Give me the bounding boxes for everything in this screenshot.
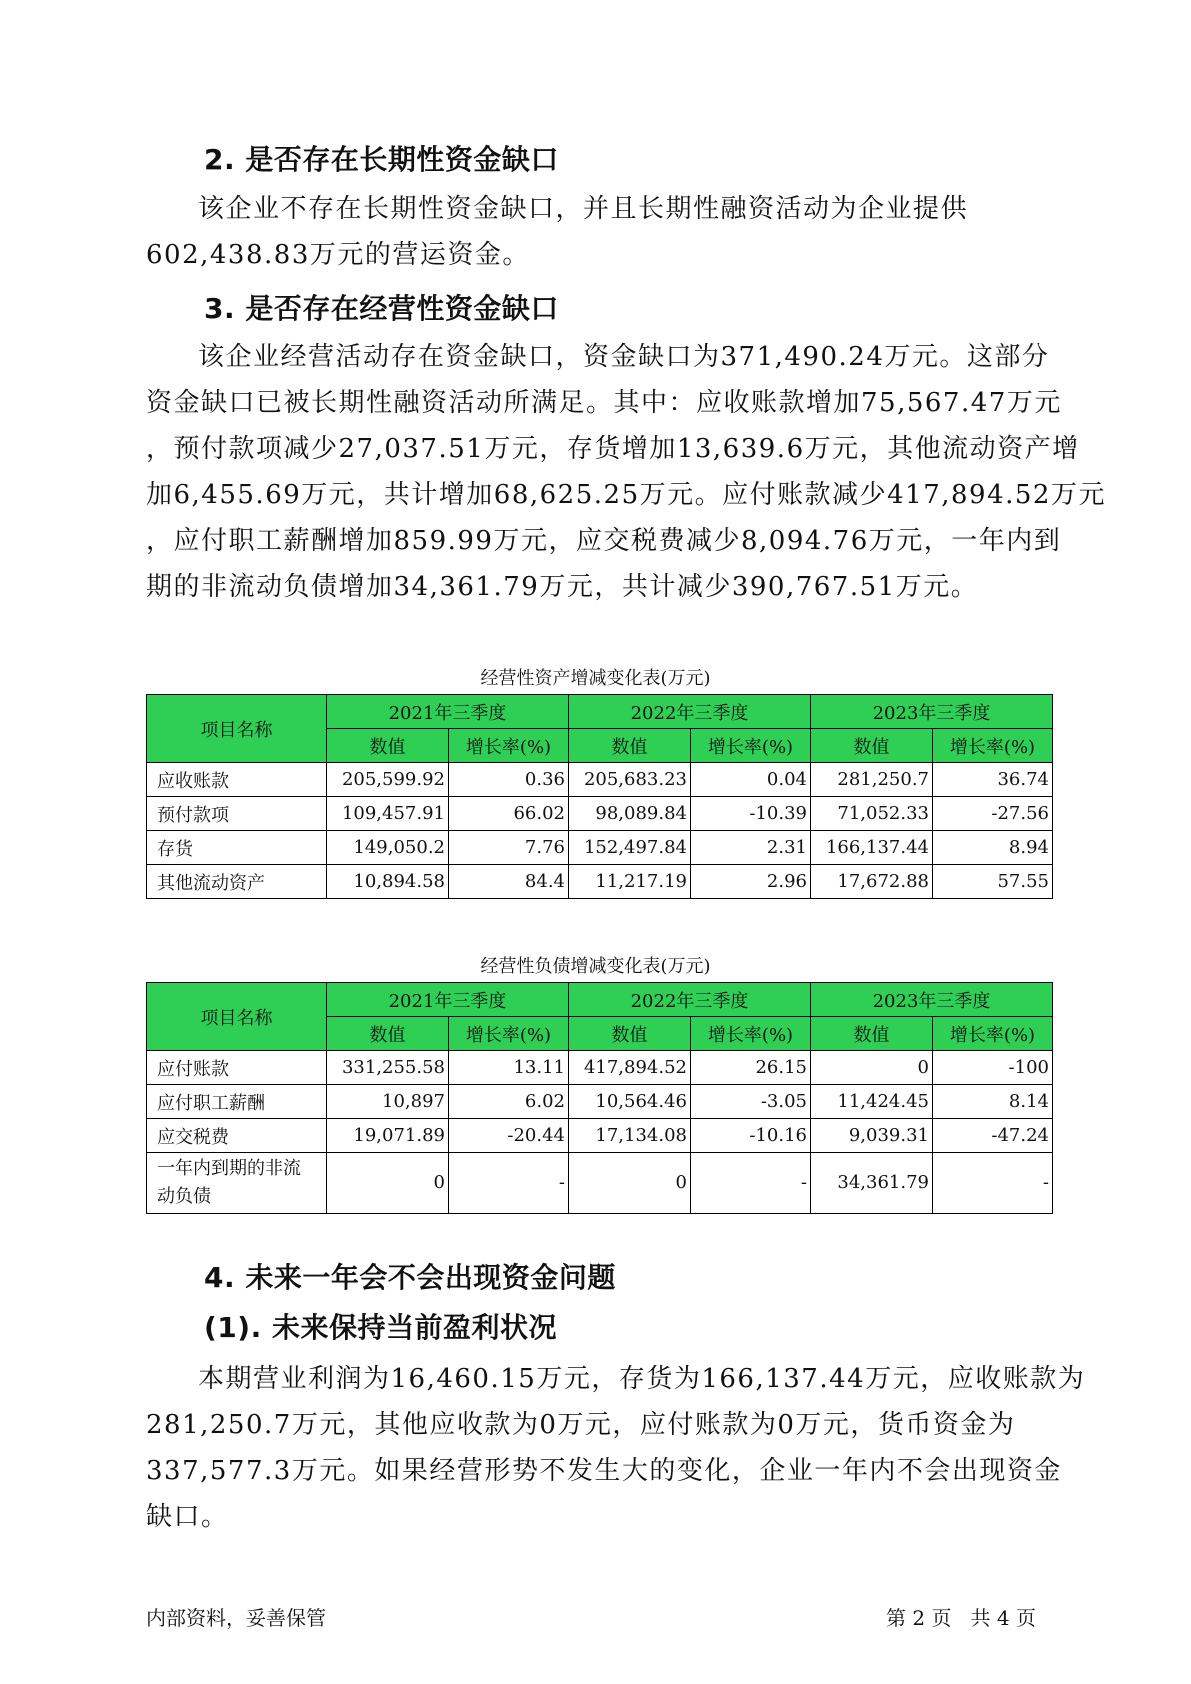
paragraph-line: ，预付款项减少27,037.51万元，存货增加13,639.6万元，其他流动资产增 bbox=[146, 434, 1080, 464]
cell: 0.36 bbox=[449, 763, 569, 797]
row-name: 其他流动资产 bbox=[147, 865, 327, 899]
section-3-heading: 3. 是否存在经营性资金缺口 bbox=[204, 292, 559, 325]
paragraph-line: 该企业经营活动存在资金缺口，资金缺口为371,490.24万元。这部分 bbox=[198, 342, 1050, 372]
cell: 11,424.45 bbox=[811, 1085, 933, 1119]
cell: 0 bbox=[811, 1051, 933, 1085]
cell: 10,894.58 bbox=[327, 865, 449, 899]
table-row bbox=[147, 1119, 1053, 1153]
cell: 152,497.84 bbox=[569, 831, 691, 865]
row-name: 预付款项 bbox=[147, 797, 327, 831]
cell: 57.55 bbox=[933, 865, 1053, 899]
table1-sub-header: 增长率(%) bbox=[691, 729, 811, 763]
cell: 417,894.52 bbox=[569, 1051, 691, 1085]
cell: 66.02 bbox=[449, 797, 569, 831]
cell: 13.11 bbox=[449, 1051, 569, 1085]
table2-caption: 经营性负债增减变化表(万元) bbox=[480, 956, 711, 977]
table1-sub-header: 增长率(%) bbox=[933, 729, 1053, 763]
cell: 166,137.44 bbox=[811, 831, 933, 865]
paragraph-line: 加6,455.69万元，共计增加68,625.25万元。应付账款减少417,894.52万元 bbox=[146, 480, 1106, 510]
row-name: 应付账款 bbox=[147, 1051, 327, 1085]
cell: -3.05 bbox=[691, 1085, 811, 1119]
table1-sub-header: 数值 bbox=[569, 729, 691, 763]
row-name: 应交税费 bbox=[147, 1119, 327, 1153]
paragraph-line: 缺口。 bbox=[146, 1502, 229, 1532]
cell: 2.31 bbox=[691, 831, 811, 865]
paragraph-line: 该企业不存在长期性资金缺口，并且长期性融资活动为企业提供 bbox=[198, 194, 969, 224]
table-row bbox=[147, 1153, 1053, 1214]
paragraph-line: 281,250.7万元，其他应收款为0万元，应付账款为0万元，货币资金为 bbox=[146, 1410, 1016, 1440]
cell: 205,599.92 bbox=[327, 763, 449, 797]
cell: - bbox=[449, 1153, 569, 1214]
table-row bbox=[147, 1085, 1053, 1119]
table2-sub-header: 数值 bbox=[811, 1017, 933, 1051]
cell: -47.24 bbox=[933, 1119, 1053, 1153]
table-row bbox=[147, 797, 1053, 831]
paragraph-line: 期的非流动负债增加34,361.79万元，共计减少390,767.51万元。 bbox=[146, 572, 979, 602]
table1-caption: 经营性资产增减变化表(万元) bbox=[480, 668, 711, 689]
cell: 149,050.2 bbox=[327, 831, 449, 865]
cell: 17,672.88 bbox=[811, 865, 933, 899]
cell: 2.96 bbox=[691, 865, 811, 899]
cell: 205,683.23 bbox=[569, 763, 691, 797]
page-number: 第 2 页 共 4 页 bbox=[886, 1606, 1036, 1630]
table2-period-header: 2022年三季度 bbox=[569, 983, 811, 1017]
cell: 7.76 bbox=[449, 831, 569, 865]
table2-period-header: 2021年三季度 bbox=[327, 983, 569, 1017]
operating-liabilities-table bbox=[146, 982, 1053, 1214]
cell: - bbox=[691, 1153, 811, 1214]
table-row bbox=[147, 865, 1053, 899]
footer-note: 内部资料，妥善保管 bbox=[146, 1606, 326, 1630]
table2-period-header: 2023年三季度 bbox=[811, 983, 1053, 1017]
paragraph-line: 602,438.83万元的营运资金。 bbox=[146, 240, 530, 270]
cell: 84.4 bbox=[449, 865, 569, 899]
table1-sub-header: 增长率(%) bbox=[449, 729, 569, 763]
row-name bbox=[147, 1153, 327, 1214]
cell: 10,564.46 bbox=[569, 1085, 691, 1119]
cell: 0 bbox=[569, 1153, 691, 1214]
table1-sub-header: 数值 bbox=[811, 729, 933, 763]
table1-sub-header: 数值 bbox=[327, 729, 449, 763]
table1-period-header: 2022年三季度 bbox=[569, 695, 811, 729]
section-4-heading: 4. 未来一年会不会出现资金问题 bbox=[204, 1261, 616, 1294]
row-name: 应收账款 bbox=[147, 763, 327, 797]
section-3-paragraph bbox=[146, 334, 1106, 610]
cell: 17,134.08 bbox=[569, 1119, 691, 1153]
cell: 9,039.31 bbox=[811, 1119, 933, 1153]
cell: -20.44 bbox=[449, 1119, 569, 1153]
cell: -10.39 bbox=[691, 797, 811, 831]
paragraph-line: 337,577.3万元。如果经营形势不发生大的变化，企业一年内不会出现资金 bbox=[146, 1456, 1062, 1486]
row-name-line: 动负债 bbox=[157, 1186, 211, 1207]
operating-assets-table bbox=[146, 694, 1053, 899]
cell: -27.56 bbox=[933, 797, 1053, 831]
cell: 8.14 bbox=[933, 1085, 1053, 1119]
table-row bbox=[147, 831, 1053, 865]
paragraph-line: ，应付职工薪酬增加859.99万元，应交税费减少8,094.76万元，一年内到 bbox=[146, 526, 1062, 556]
cell: 0 bbox=[327, 1153, 449, 1214]
table-row bbox=[147, 1051, 1053, 1085]
table2-sub-header: 增长率(%) bbox=[449, 1017, 569, 1051]
cell: 109,457.91 bbox=[327, 797, 449, 831]
row-name: 存货 bbox=[147, 831, 327, 865]
cell: -100 bbox=[933, 1051, 1053, 1085]
section-2-paragraph bbox=[146, 186, 1046, 278]
paragraph-line: 资金缺口已被长期性融资活动所满足。其中：应收账款增加75,567.47万元 bbox=[146, 388, 1062, 418]
cell: 34,361.79 bbox=[811, 1153, 933, 1214]
row-name: 应付职工薪酬 bbox=[147, 1085, 327, 1119]
cell: 98,089.84 bbox=[569, 797, 691, 831]
cell: 19,071.89 bbox=[327, 1119, 449, 1153]
table1-period-header: 2023年三季度 bbox=[811, 695, 1053, 729]
cell: 11,217.19 bbox=[569, 865, 691, 899]
table2-sub-header: 数值 bbox=[569, 1017, 691, 1051]
section-4-paragraph bbox=[146, 1356, 1086, 1540]
table2-sub-header: 数值 bbox=[327, 1017, 449, 1051]
table-row bbox=[147, 763, 1053, 797]
table1-name-header: 项目名称 bbox=[147, 695, 327, 763]
cell: - bbox=[933, 1153, 1053, 1214]
table2-sub-header: 增长率(%) bbox=[933, 1017, 1053, 1051]
table2-sub-header: 增长率(%) bbox=[691, 1017, 811, 1051]
cell: 71,052.33 bbox=[811, 797, 933, 831]
cell: 331,255.58 bbox=[327, 1051, 449, 1085]
cell: 0.04 bbox=[691, 763, 811, 797]
cell: 36.74 bbox=[933, 763, 1053, 797]
cell: -10.16 bbox=[691, 1119, 811, 1153]
table1-period-header: 2021年三季度 bbox=[327, 695, 569, 729]
cell: 8.94 bbox=[933, 831, 1053, 865]
section-2-heading: 2. 是否存在长期性资金缺口 bbox=[204, 143, 559, 176]
cell: 10,897 bbox=[327, 1085, 449, 1119]
table2-name-header: 项目名称 bbox=[147, 983, 327, 1051]
cell: 281,250.7 bbox=[811, 763, 933, 797]
paragraph-line: 本期营业利润为16,460.15万元，存货为166,137.44万元，应收账款为 bbox=[198, 1364, 1086, 1394]
cell: 6.02 bbox=[449, 1085, 569, 1119]
cell: 26.15 bbox=[691, 1051, 811, 1085]
row-name-line: 一年内到期的非流 bbox=[157, 1158, 301, 1179]
section-4-subheading: (1). 未来保持当前盈利状况 bbox=[204, 1311, 557, 1344]
